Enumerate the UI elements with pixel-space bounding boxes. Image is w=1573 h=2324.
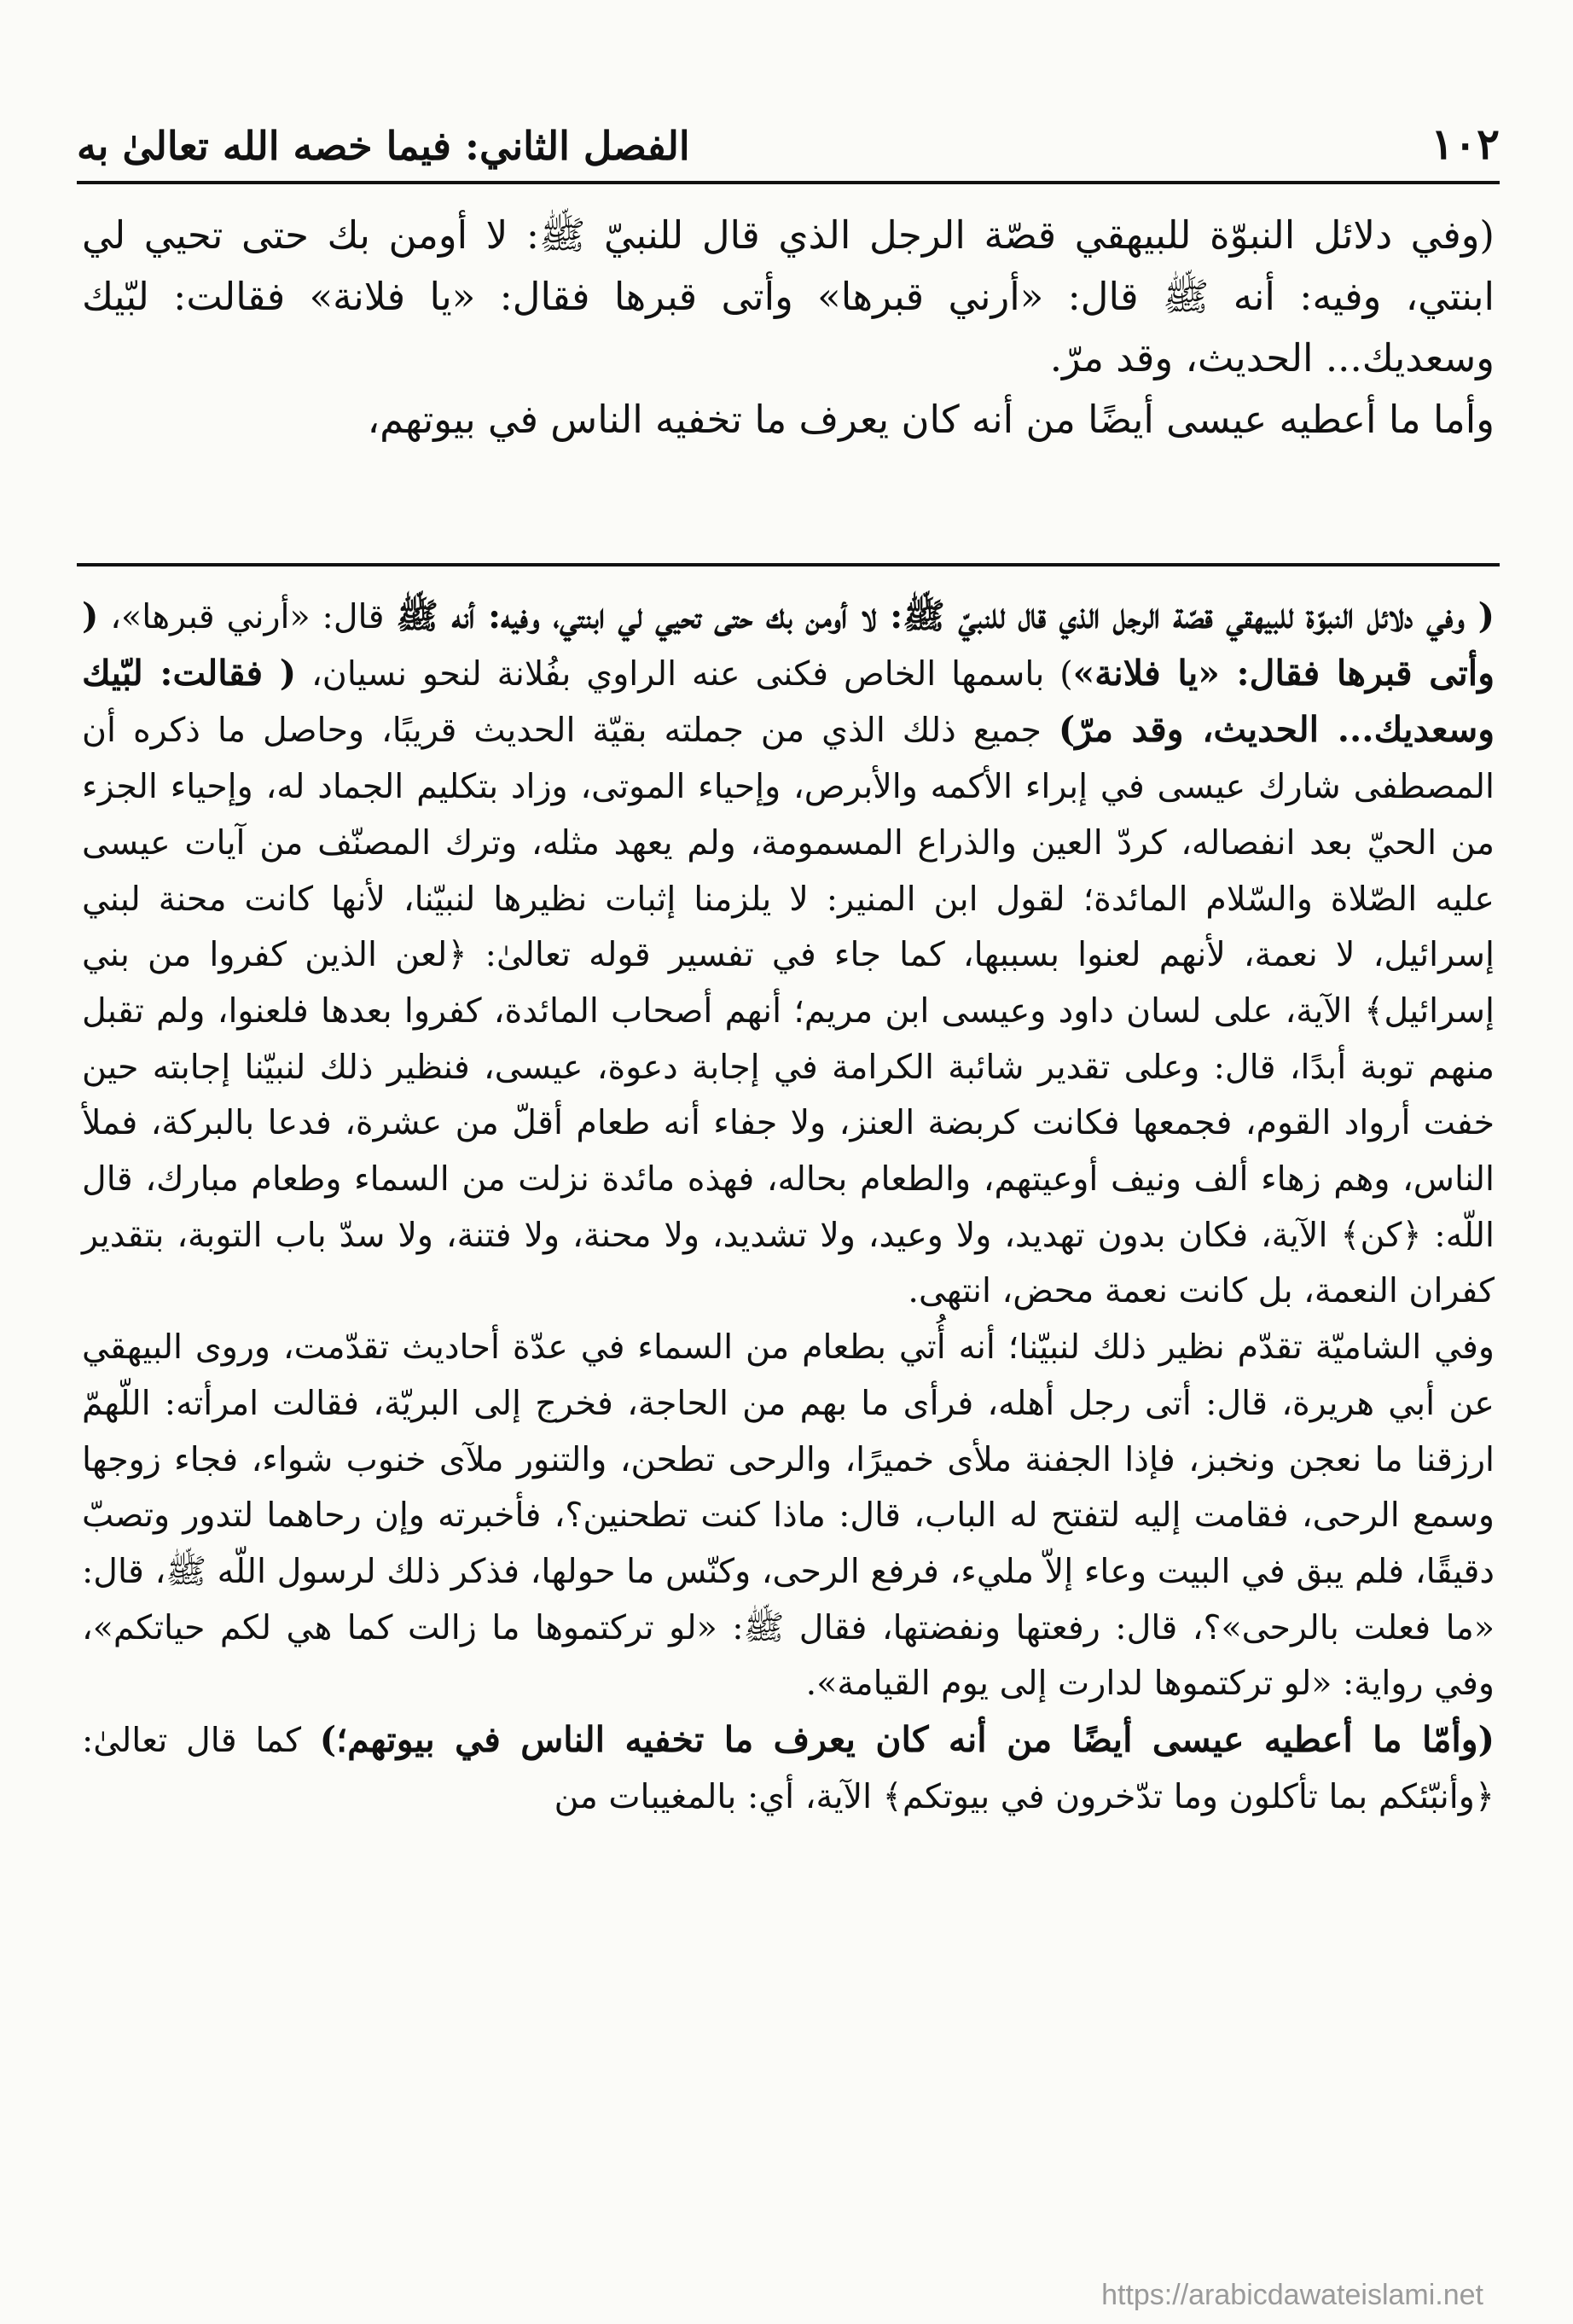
matn-text xyxy=(82,205,1495,450)
matn-sharh-divider xyxy=(77,563,1500,566)
header-divider xyxy=(77,181,1500,184)
quoted-matn: (وأمّا ما أعطيه عيسى أيضًا من أنه كان يعرف ما تخفيه الناس في بيوتهم؛) xyxy=(319,1719,1495,1761)
commentary-text: ) باسمها الخاص فكنى عنه الراوي بفُلانة لنحو نسيان، xyxy=(296,654,1073,694)
commentary-text: جميع ذلك الذي من جملته بقيّة الحديث قريبًا، وحاصل ما ذكره أن المصطفى شارك عيسى في إبراء الأكمه والأبرص، وإحياء الموتى، وزاد بتكليم الجماد له، وإحياء الجزء من الحيّ بعد انفصاله، كردّ العين والذراع المسمومة، ولم يعهد مثله، وترك المصنّف من آيات عيسى عليه الصّلاة والسّلام المائدة؛ لقول ابن المنير: لا يلزمنا إثبات نظيرها لنبيّنا، لأنها كانت محنة لبني إسرائيل، لا نعمة، لأنهم لعنوا بسببها، كما جاء في تفسير قوله تعالىٰ: ﴿لعن الذين كفروا من بني إسرائيل﴾ الآية، على لسان داود وعيسى ابن مريم؛ أنهم أصحاب المائدة، كفروا بعدها فلعنوا، ولم تقبل منهم توبة أبدًا، قال: وعلى تقدير شائبة الكرامة في إجابة دعوة، عيسى، فنظير ذلك لنبيّنا إجابته حين خفت أرواد القوم، فجمعها فكانت كربضة العنز، ولا جفاء أنه طعام أقلّ من عشرة، فدعا بالبركة، فملأ الناس، وهم زهاء ألف ونيف أوعيتهم، والطعام بحاله، فهذه مائدة نزلت من السماء وطعام مبارك، قال اللّه: ﴿كن﴾ الآية، فكان بدون تهديد، ولا وعيد، ولا تشديد، ولا محنة، ولا فتنة، ولا سدّ باب التوبة، بتقدير كفران النعمة، بل كانت نعمة محض، انتهى. xyxy=(82,711,1495,1311)
quoted-matn: ( وفي دلائل النبوّة للبيهقي قصّة الرجل الذي قال للنبيّ ﷺ: لا أومن بك حتى تحيي لي ابنتي، وفيه: أنه ﷺ xyxy=(396,596,1495,636)
chapter-title: الفصل الثاني: فيما خصه الله تعالىٰ به xyxy=(77,123,690,169)
commentary-text: قال: «أرني قبرها»، xyxy=(98,597,397,636)
quoted-matn: ( فقالت: لبّيك وسعديك... الحديث، وقد مرّ) xyxy=(82,652,1495,751)
sharh-text xyxy=(82,589,1495,1825)
sharh-paragraph-3 xyxy=(82,1712,1495,1825)
page-number: ١٠٢ xyxy=(1431,119,1500,169)
watermark-url: https://arabicdawateislami.net xyxy=(1101,2279,1483,2311)
sharh-paragraph-2: وفي الشاميّة تقدّم نظير ذلك لنبيّنا؛ أنه أُتي بطعام من السماء في عدّة أحاديث تقدّمت، وروى البيهقي عن أبي هريرة، قال: أتى رجل أهله، فرأى ما بهم من الحاجة، فخرج إلى البريّة، فقالت امرأته: اللّهمّ ارزقنا ما نعجن ونخبز، فإذا الجفنة ملأى خميرًا، والرحى تطحن، والتنور ملآى خنوب شواء، فجاء زوجها وسمع الرحى، فقامت إليه لتفتح له الباب، قال: ماذا كنت تطحنين؟، فأخبرته وإن رحاهما لتدور وتصبّ دقيقًا، فلم يبق في البيت وعاء إلاّ مليء، فرفع الرحى، وكنّس ما حولها، فذكر ذلك لرسول اللّه ﷺ، قال: «ما فعلت بالرحى»؟، قال: رفعتها ونفضتها، فقال ﷺ: «لو تركتموها ما زالت كما هي لكم حياتكم»، وفي رواية: «لو تركتموها لدارت إلى يوم القيامة». xyxy=(82,1328,1495,1704)
commentary-text: كما قال تعالىٰ: ﴿وأنبّئكم بما تأكلون وما تدّخرون في بيوتكم﴾ الآية، أي: بالمغيبات من xyxy=(82,1721,1495,1816)
quoted-matn: ( وأتى قبرها فقال: «يا فلانة» xyxy=(82,596,1495,694)
matn-paragraph-1: (وفي دلائل النبوّة للبيهقي قصّة الرجل الذي قال للنبيّ ﷺ: لا أومن بك حتى تحيي لي ابنتي، وفيه: أنه ﷺ قال: «أرني قبرها» وأتى قبرها فقال: «يا فلانة» فقالت: لبّيك وسعديك... الحديث، وقد مرّ. xyxy=(82,212,1495,381)
matn-paragraph-2: وأما ما أعطيه عيسى أيضًا من أنه كان يعرف ما تخفيه الناس في بيوتهم، xyxy=(367,397,1495,442)
page-header xyxy=(77,101,1500,169)
sharh-paragraph-1 xyxy=(82,589,1495,1320)
